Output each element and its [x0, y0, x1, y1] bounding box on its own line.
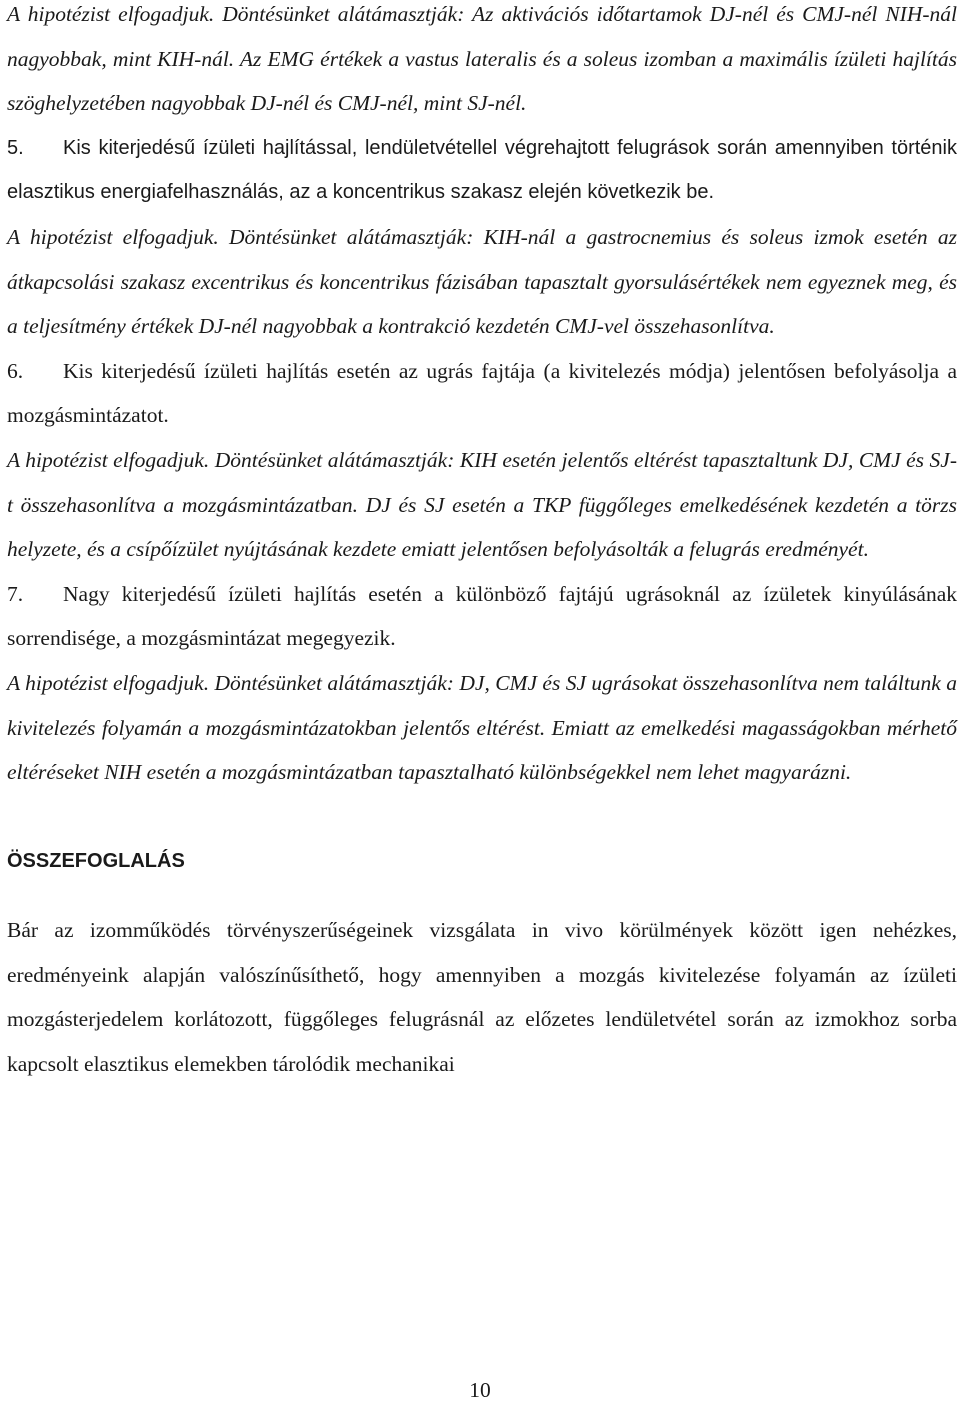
hypothesis-6-accepted: A hipotézist elfogadjuk. Döntésünket alátámasztják: KIH esetén jelentős eltérést tapasztaltunk DJ, CMJ és SJ-t összehasonlítva a mozgásmintázatban. DJ és SJ esetén a TKP függőleges emelkedésének kezdetén a törzs helyzete, és a csípőízület nyújtásának kezdete emiatt jelentősen befolyásolták a felugrás eredményét. [7, 447, 957, 562]
document-page [7, 0, 957, 1087]
hypothesis-5 [7, 126, 957, 215]
summary-paragraph: Bár az izomműködés törvényszerűségeinek vizsgálata in vivo körülmények között igen nehézkes, eredményeink alapján valószínűsíthető, hogy amennyiben a mozgás kivitelezése folyamán az ízületi mozgásterjedelem korlátozott, függőleges felugrásnál az előzetes lendületvétel során az izmokhoz sorba kapcsolt elasztikus elemekben tárolódik mechanikai [7, 918, 957, 1077]
hypothesis-5-number: 5. [7, 136, 24, 159]
hypothesis-7-number: 7. [7, 581, 24, 606]
page-number: 10 [469, 1378, 491, 1402]
heading-spacer [7, 883, 957, 908]
section-spacer [7, 795, 957, 839]
hypothesis-6 [7, 349, 957, 438]
hypothesis-5-text: Kis kiterjedésű ízületi hajlítással, lendületvétellel végrehajtott felugrások során amennyiben történik elasztikus energiafelhasználás, az a koncentrikus szakasz elején következik be. [7, 136, 957, 204]
hypothesis-7 [7, 572, 957, 661]
hypothesis-7-accepted: A hipotézist elfogadjuk. Döntésünket alátámasztják: DJ, CMJ és SJ ugrásokat összehasonlítva nem találtunk a kivitelezés folyamán a mozgásmintázatokban jelentős eltérést. Emiatt az emelkedési magasságokban mérhető eltéréseket NIH esetén a mozgásmintázatban tapasztalható különbségekkel nem lehet magyarázni. [7, 670, 957, 785]
hypothesis-6-number: 6. [7, 358, 24, 383]
hypothesis-7-text: Nagy kiterjedésű ízületi hajlítás esetén a különböző fajtájú ugrásoknál az ízületek kinyúlásának sorrendisége, a mozgásmintázat megegyezik. [7, 581, 957, 651]
hypothesis-accepted-intro: A hipotézist elfogadjuk. Döntésünket alátámasztják: Az aktivációs időtartamok DJ-nél és CMJ-nél NIH-nál nagyobbak, mint KIH-nál. Az EMG értékek a vastus lateralis és a soleus izomban a maximális ízületi hajlítás szöghelyzetében nagyobbak DJ-nél és CMJ-nél, mint SJ-nél. [7, 2, 957, 116]
hypothesis-6-text: Kis kiterjedésű ízületi hajlítás esetén az ugrás fajtája (a kivitelezés módja) jelentősen befolyásolja a mozgásmintázatot. [7, 358, 957, 428]
summary-heading: ÖSSZEFOGLALÁS [7, 849, 185, 872]
hypothesis-5-accepted: A hipotézist elfogadjuk. Döntésünket alátámasztják: KIH-nál a gastrocnemius és soleus izmok esetén az átkapcsolási szakasz excentrikus és koncentrikus fázisában tapasztalt gyorsulásértékek nem egyeznek meg, és a teljesítmény értékek DJ-nél nagyobbak a kontrakció kezdetén CMJ-vel összehasonlítva. [7, 224, 957, 339]
